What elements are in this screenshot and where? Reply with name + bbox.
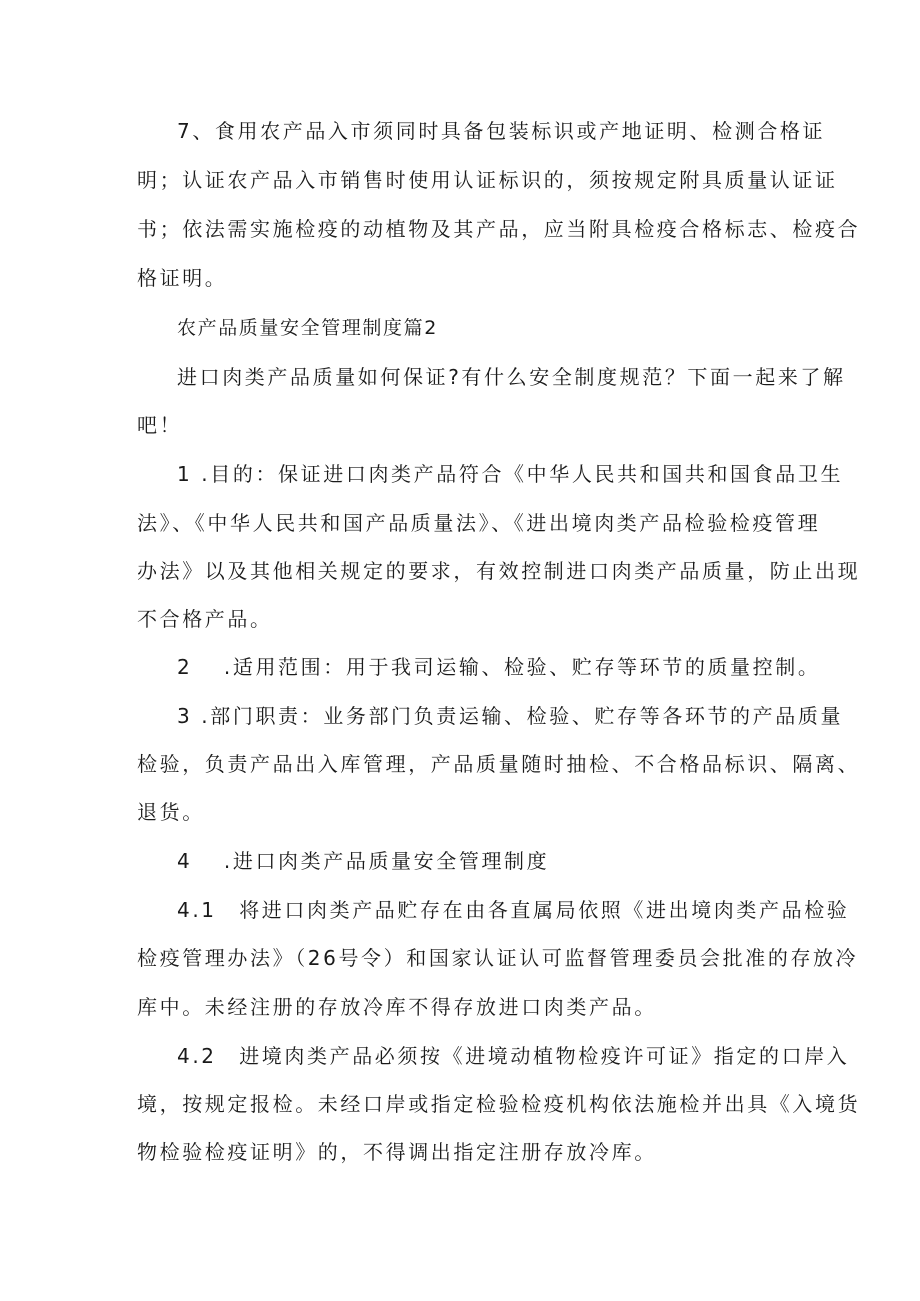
purpose-line-4: 不合格产品。 — [137, 607, 273, 631]
purpose-line-1: 1 .目的：保证进口肉类产品符合《中华人民共和国共和国食品卫生 — [177, 462, 844, 486]
item7-line-1: 7、食用农产品入市须同时具备包装标识或产地证明、检测合格证 — [177, 119, 826, 143]
rule41-line-1: 4.1 将进口肉类产品贮存在由各直属局依照《进出境肉类产品检验 — [177, 898, 850, 922]
system-title: 4 .进口肉类产品质量安全管理制度 — [177, 849, 550, 873]
section-title: 农产品质量安全管理制度篇2 — [177, 317, 438, 339]
responsibility-line-1: 3 .部门职责：业务部门负责运输、检验、贮存等各环节的产品质量 — [177, 704, 844, 728]
purpose-line-3: 办法》以及其他相关规定的要求，有效控制进口肉类产品质量，防止出现 — [137, 559, 861, 583]
item7-line-2: 明；认证农产品入市销售时使用认证标识的，须按规定附具质量认证证 — [137, 168, 838, 192]
item7-line-3: 书；依法需实施检疫的动植物及其产品，应当附具检疫合格标志、检疫合 — [137, 217, 861, 241]
rule41-line-3: 库中。未经注册的存放冷库不得存放进口肉类产品。 — [137, 995, 657, 1019]
rule42-line-3: 物检验检疫证明》的，不得调出指定注册存放冷库。 — [137, 1140, 657, 1164]
rule42-line-1: 4.2 进境肉类产品必须按《进境动植物检疫许可证》指定的口岸入 — [177, 1044, 850, 1068]
intro-line-2: 吧！ — [137, 413, 183, 437]
purpose-line-2: 法》、《中华人民共和国产品质量法》、《进出境肉类产品检验检疫管理 — [137, 511, 821, 535]
item7-line-4: 格证明。 — [137, 266, 228, 290]
responsibility-line-2: 检验，负责产品出入库管理，产品质量随时抽检、不合格品标识、隔离、 — [137, 752, 861, 776]
rule42-line-2: 境，按规定报检。未经口岸或指定检验检疫机构依法施检并出具《入境货 — [137, 1092, 861, 1116]
rule41-line-2: 检疫管理办法》（26号令）和国家认证认可监督管理委员会批准的存放冷 — [137, 946, 859, 970]
responsibility-line-3: 退货。 — [137, 800, 205, 824]
intro-line-1: 进口肉类产品质量如何保证?有什么安全制度规范？下面一起来了解 — [177, 365, 846, 389]
scope-line-1: 2 .适用范围：用于我司运输、检验、贮存等环节的质量控制。 — [177, 655, 821, 679]
